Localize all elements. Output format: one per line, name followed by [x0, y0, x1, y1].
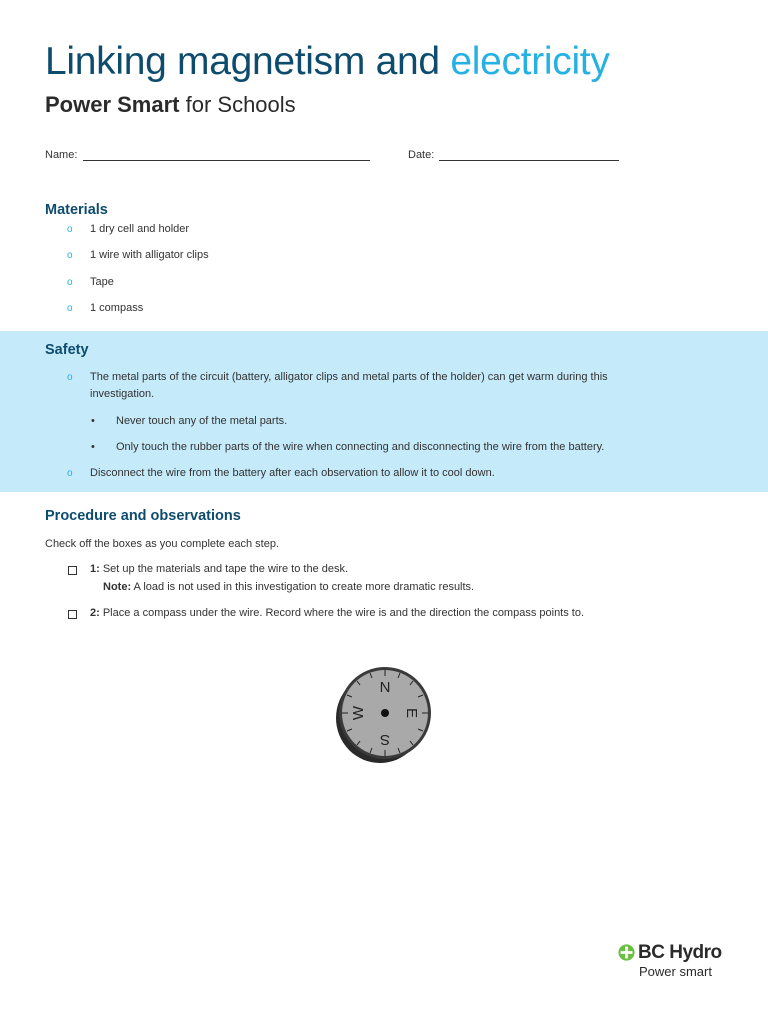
- step-number: 2:: [90, 607, 100, 619]
- name-field[interactable]: [83, 160, 370, 161]
- step-2-checkbox[interactable]: [68, 610, 77, 619]
- safety-item: Disconnect the wire from the battery after each observation to allow it to cool down.: [90, 467, 495, 479]
- bullet-circle-icon: o: [67, 372, 73, 383]
- note-label: Note:: [103, 581, 132, 593]
- safety-sub-item: Never touch any of the metal parts.: [116, 415, 288, 427]
- step-2-text: [90, 607, 584, 619]
- bullet-circle-icon: o: [67, 303, 73, 314]
- compass-label-e: E: [403, 707, 420, 719]
- procedure-heading: Procedure and observations: [45, 508, 241, 524]
- compass-illustration: [333, 662, 435, 768]
- bullet-circle-icon: o: [67, 250, 73, 261]
- bc-hydro-logo-icon: [618, 944, 635, 961]
- procedure-intro: Check off the boxes as you complete each step.: [45, 538, 279, 550]
- step-1-checkbox[interactable]: [68, 566, 77, 575]
- safety-sub-item: Only touch the rubber parts of the wire when connecting and disconnecting the wire from the battery.: [116, 441, 605, 453]
- list-item: 1 wire with alligator clips: [90, 249, 209, 261]
- safety-item-line: The metal parts of the circuit (battery, alligator clips and metal parts of the holder) can get warm during this: [90, 371, 608, 383]
- safety-heading: Safety: [45, 342, 89, 358]
- safety-item-line: investigation.: [90, 388, 155, 400]
- bullet-circle-icon: o: [67, 277, 73, 288]
- date-field[interactable]: [439, 160, 619, 161]
- bullet-circle-icon: o: [67, 224, 73, 235]
- title-main: Linking magnetism and: [45, 40, 451, 83]
- note-text: A load is not used in this investigation to create more dramatic results.: [131, 581, 475, 593]
- list-item: Tape: [90, 276, 114, 288]
- subtitle-rest: for Schools: [179, 92, 296, 117]
- name-label: Name:: [45, 149, 78, 161]
- compass-label-s: S: [379, 731, 391, 748]
- list-item: 1 dry cell and holder: [90, 223, 190, 235]
- date-label: Date:: [408, 149, 435, 161]
- bullet-dot-icon: •: [91, 415, 95, 427]
- materials-heading: Materials: [45, 202, 108, 218]
- step-number: 1:: [90, 563, 100, 575]
- compass-pivot: [381, 709, 389, 717]
- brand-tagline: Power smart: [639, 964, 712, 979]
- compass-label-n: N: [379, 679, 391, 696]
- step-1-note: [103, 581, 474, 593]
- title-accent: electricity: [450, 40, 610, 83]
- subtitle-bold: Power Smart: [45, 92, 180, 117]
- page-subtitle: [45, 92, 296, 118]
- bullet-circle-icon: o: [67, 468, 73, 479]
- bullet-dot-icon: •: [91, 441, 95, 453]
- step-1-text: [90, 563, 348, 575]
- page-title: [45, 40, 610, 84]
- brand-name: BC Hydro: [638, 942, 722, 963]
- step-text: Set up the materials and tape the wire to the desk.: [99, 563, 349, 575]
- compass-label-w: W: [350, 705, 367, 721]
- list-item: 1 compass: [90, 302, 144, 314]
- step-text: Place a compass under the wire. Record where the wire is and the direction the compass points to.: [99, 607, 585, 619]
